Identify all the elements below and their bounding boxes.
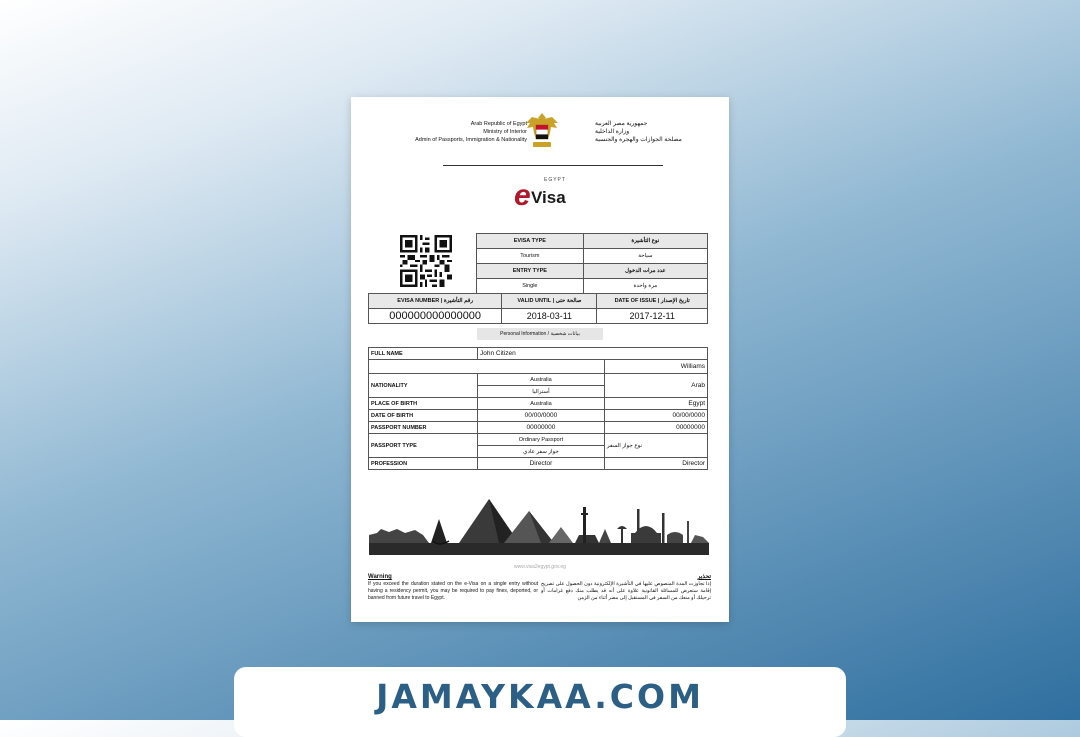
header-arabic: [595, 120, 705, 144]
header-en-line: Ministry of Interior: [483, 129, 527, 135]
header-ar-line: وزارة الداخلية: [595, 129, 630, 135]
evisa-number-value: 000000000000000: [369, 309, 502, 324]
date-of-issue-value: 2017-12-11: [597, 309, 708, 324]
pob-right: Egypt: [604, 398, 707, 410]
dob-right: 00/00/0000: [604, 410, 707, 422]
nationality-right: Arab: [604, 374, 707, 398]
nationality-label: NATIONALITY: [369, 374, 478, 398]
evisa-logo: [514, 177, 578, 211]
visa-number-table: [368, 293, 708, 324]
header-ar-line: مصلحة الجوازات والهجرة والجنسية: [595, 137, 682, 143]
entry-type-value-ar: مرة واحدة: [583, 279, 707, 294]
profession-right: Director: [604, 458, 707, 470]
site-name: JAMAYKAA.COM: [376, 677, 704, 716]
evisa-type-value: Tourism: [477, 249, 584, 264]
egypt-skyline-illustration: [369, 499, 709, 559]
entry-type-value: Single: [477, 279, 584, 294]
entry-type-label: ENTRY TYPE: [477, 264, 584, 279]
full-name-label: FULL NAME: [369, 348, 478, 360]
divider: [443, 165, 663, 166]
date-of-issue-label: DATE OF ISSUE | تاريخ الإصدار: [597, 294, 708, 309]
entry-type-label-ar: عدد مرات الدخول: [583, 264, 707, 279]
evisa-type-value-ar: سياحة: [583, 249, 707, 264]
dob-label: DATE OF BIRTH: [369, 410, 478, 422]
profession-label: PROFESSION: [369, 458, 478, 470]
passport-type-en: Ordinary Passport: [478, 434, 605, 446]
personal-info-heading: Personal Information / بيانات شخصية: [477, 328, 603, 340]
nationality-en: Australia: [478, 374, 605, 386]
logo-egypt-text: EGYPT: [544, 177, 566, 183]
website-url: www.visa2egypt.gov.eg: [514, 564, 566, 570]
pob-label: PLACE OF BIRTH: [369, 398, 478, 410]
logo-e-letter: e: [514, 179, 531, 212]
logo-visa-text: Visa: [531, 188, 566, 207]
personal-info-table: [368, 347, 708, 470]
passport-number-label: PASSPORT NUMBER: [369, 422, 478, 434]
header-english: [373, 120, 527, 144]
site-banner: [234, 667, 846, 737]
warning-text-ar: إذا تجاوزت المدة المنصوص عليها في التأشيرة الإلكترونية دون الحصول على تصريح إقامة ستعرض للمسائلة القانونية علاوة على أنه قد يطلب منك دفع غرامات أو ترحيلك أو منعك من السفر في المستقبل إلى مصر أثناء من الزمن: [541, 581, 711, 601]
passport-number-right: 00000000: [604, 422, 707, 434]
evisa-document: [351, 97, 729, 622]
header-ar-line: جمهورية مصر العربية: [595, 121, 648, 127]
valid-until-label: VALID UNTIL | صالحة حتى: [502, 294, 597, 309]
pob-value: Australia: [478, 398, 605, 410]
visa-type-table: [476, 233, 708, 294]
passport-number-value: 00000000: [478, 422, 605, 434]
evisa-type-label: EVISA TYPE: [477, 234, 584, 249]
warning-title: Warning: [368, 574, 392, 580]
warning-title-ar: تحذير: [697, 574, 711, 580]
egypt-eagle-emblem-icon: [524, 109, 560, 151]
header-en-line: Admin of Passports, Immigration & Nationality: [415, 137, 527, 143]
warning-text: If you exceed the duration stated on the e-Visa on a single entry without having a residency permit, you may be required to pay fines, deported, or banned from future travel to Egypt.: [368, 581, 538, 601]
empty-cell: [369, 360, 605, 374]
profession-value: Director: [478, 458, 605, 470]
warning-arabic: [541, 574, 711, 602]
nationality-ar: أستراليا: [478, 386, 605, 398]
passport-type-label: PASSPORT TYPE: [369, 434, 478, 458]
warning-english: [368, 574, 538, 602]
full-name-value: John Citizen: [478, 348, 708, 360]
evisa-type-label-ar: نوع التأشيرة: [583, 234, 707, 249]
header-en-line: Arab Republic of Egypt: [470, 121, 527, 127]
passport-type-ar: جواز سفر عادي: [478, 446, 605, 458]
valid-until-value: 2018-03-11: [502, 309, 597, 324]
dob-value: 00/00/0000: [478, 410, 605, 422]
surname-value: Williams: [604, 360, 707, 374]
qr-code: [400, 235, 452, 287]
evisa-number-label: EVISA NUMBER | رقم التأشيرة: [369, 294, 502, 309]
passport-type-right: نوع جواز السفر: [604, 434, 707, 458]
